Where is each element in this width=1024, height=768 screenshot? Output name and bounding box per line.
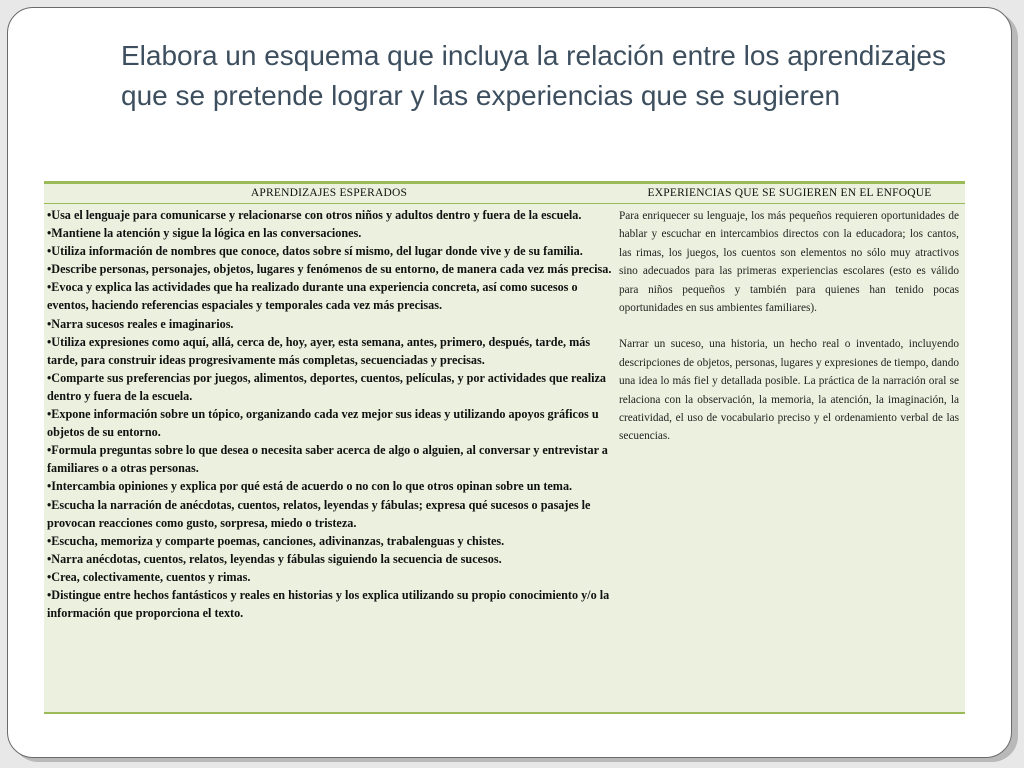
slide-title: Elabora un esquema que incluya la relación entre los aprendizajes que se pretende lograr y las experiencias que se sugieren: [121, 40, 946, 111]
aprendizaje-item: •Formula preguntas sobre lo que desea o necesita saber acerca de algo o alguien, al conversar y entrevistar a familiares o a otras personas.: [47, 443, 608, 476]
header-aprendizajes: APRENDIZAJES ESPERADOS: [250, 187, 408, 199]
aprendizaje-item: •Crea, colectivamente, cuentos y rimas.: [47, 569, 251, 584]
table-header: [44, 184, 965, 204]
aprendizaje-item: •Utiliza expresiones como aquí, allá, cerca de, hoy, ayer, esta semana, antes, primero, después, tarde, más tarde, para construir ideas progresivamente más completas, secuenciadas y precisas.: [47, 334, 591, 367]
aprendizaje-item: •Escucha la narración de anécdotas, cuentos, relatos, leyendas y fábulas; expresa qué sucesos o pasajes le provocan reacciones como gusto, sorpresa, miedo o tristeza.: [47, 497, 591, 530]
aprendizaje-item: •Narra sucesos reales e imaginarios.: [47, 316, 234, 331]
learning-table: [44, 181, 965, 714]
aprendizaje-item: •Expone información sobre un tópico, organizando cada vez mejor sus ideas y utilizando apoyos gráficos u objetos de su entorno.: [47, 407, 599, 440]
aprendizaje-item: •Usa el lenguaje para comunicarse y relacionarse con otros niños y adultos dentro y fuera de la escuela.: [47, 208, 582, 222]
experiencia-paragraph: Narrar un suceso, una historia, un hecho real o inventado, incluyendo descripciones de objetos, personas, lugares y expresiones de tiempo, dando una idea lo más fiel y detallada posible. La práctica de la narración oral se relaciona con la observación, la memoria, la atención, la imaginación, la creatividad, el uso de vocabulario preciso y el ordenamiento verbal de las secuencias.: [619, 338, 959, 443]
experiencias-column: [614, 204, 965, 622]
aprendizaje-item: •Distingue entre hechos fantásticos y reales en historias y los explica utilizando su propio conocimiento y/o la información que proporciona el texto.: [47, 587, 610, 621]
aprendizaje-item: •Narra anécdotas, cuentos, relatos, leyendas y fábulas siguiendo la secuencia de sucesos.: [47, 551, 502, 566]
aprendizaje-item: •Describe personas, personajes, objetos, lugares y fenómenos de su entorno, de manera cada vez más precisa.: [47, 262, 612, 277]
aprendizaje-item: •Comparte sus preferencias por juegos, alimentos, deportes, cuentos, películas, y por actividades que realiza dentro y fuera de la escuela.: [47, 370, 606, 403]
aprendizaje-item: •Intercambia opiniones y explica por qué está de acuerdo o no con lo que otros opinan sobre un tema.: [47, 479, 573, 494]
table-body: [44, 204, 965, 622]
aprendizaje-item: •Evoca y explica las actividades que ha realizado durante una experiencia concreta, así como sucesos o eventos, haciendo referencias espaciales y temporales cada vez más precisas.: [47, 280, 578, 313]
experiencia-paragraph: Para enriquecer su lenguaje, los más pequeños requieren oportunidades de hablar y escuchar en intercambios directos con la educadora; los cantos, las rimas, los juegos, los cuentos son elementos no sólo muy atractivos sino adecuados para las primeras experiencias escolares (esto es válido para niños pequeños y también para quienes han tenido pocas oportunidades en sus ambientes familiares).: [619, 210, 959, 315]
aprendizajes-column: [44, 204, 614, 622]
header-experiencias: EXPERIENCIAS QUE SE SUGIEREN EN EL ENFOQUE: [647, 187, 932, 199]
aprendizaje-item: •Utiliza información de nombres que conoce, datos sobre sí mismo, del lugar donde vive y de su familia.: [47, 244, 583, 259]
aprendizaje-item: •Mantiene la atención y sigue la lógica en las conversaciones.: [47, 226, 362, 241]
aprendizaje-item: •Escucha, memoriza y comparte poemas, canciones, adivinanzas, trabalenguas y chistes.: [47, 533, 505, 548]
